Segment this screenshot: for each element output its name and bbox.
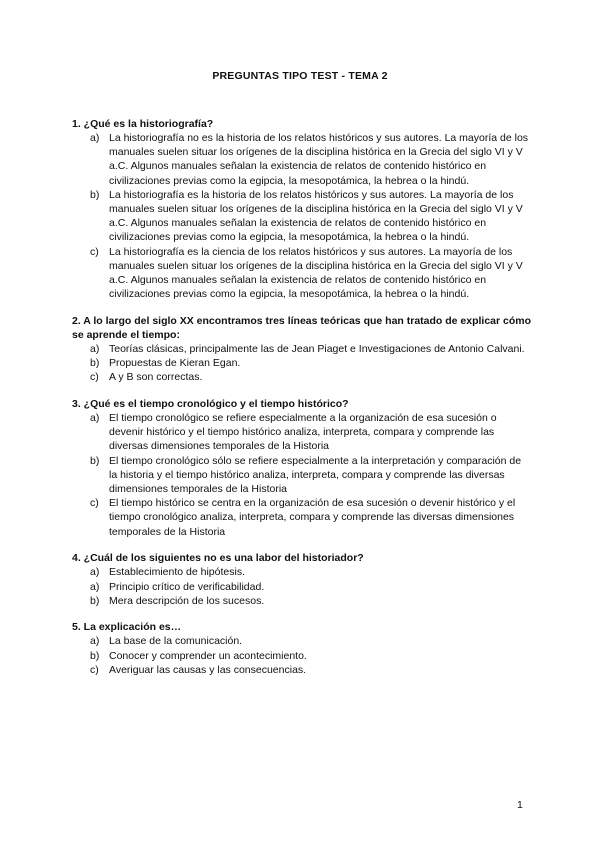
option-text: El tiempo cronológico sólo se refiere especialmente a la interpretación y comparación de la historia y el tiempo histórico analiza, interpreta, compara y comprende las diversas dimensiones temporales de la Historia [109,454,522,496]
question-3 [72,397,532,539]
page-title: PREGUNTAS TIPO TEST - TEMA 2 [212,70,388,82]
option-item [72,565,532,579]
option-letter: a) [90,566,100,579]
option-letter: a) [90,412,100,425]
option-text: Conocer y comprender un acontecimiento. [109,649,307,662]
option-letter: b) [90,454,100,467]
option-list [72,342,532,385]
option-letter: c) [90,371,99,384]
question-title: 4. ¿Cuál de los siguientes no es una labor del historiador? [72,552,364,565]
option-item [72,454,532,497]
option-item [72,245,532,302]
option-text: El tiempo cronológico se refiere especialmente a la organización de esa sucesión o devenir histórico y el tiempo histórico analiza, interpreta, compara y comprende las diversas dimensiones temporales de la Historia [109,412,497,453]
option-letter: b) [90,188,100,201]
option-list [72,634,532,677]
option-text: Mera descripción de los sucesos. [109,594,265,607]
option-item [72,188,532,245]
question-list [72,117,532,690]
option-letter: a) [90,132,100,144]
option-item [72,634,532,648]
option-list [72,565,532,608]
option-letter: c) [90,497,99,510]
question-1 [72,117,532,301]
option-list [72,411,532,539]
question-title: 3. ¿Qué es el tiempo cronológico y el tiempo histórico? [72,398,349,411]
question-title: 5. La explicación es… [72,621,182,634]
option-letter: a) [90,635,100,648]
option-text: Propuestas de Kieran Egan. [109,357,241,370]
option-letter: a) [90,580,100,593]
option-item [72,594,532,608]
option-letter: b) [90,649,100,662]
option-letter: b) [90,357,100,370]
option-item [72,370,532,384]
option-text: Averiguar las causas y las consecuencias. [109,663,307,676]
question-5 [72,620,532,677]
option-item [72,663,532,677]
option-text: Teorías clásicas, principalmente las de Jean Piaget e Investigaciones de Antonio Calvani. [109,342,525,355]
question-title: 1. ¿Qué es la historiografía? [72,118,214,130]
option-text: La historiografía es la ciencia de los relatos históricos y sus autores. La mayoría de los manuales suelen situar los orígenes de la disciplina histórica en la Grecia del siglo VI y V a.C. Algunos manuales señalan la existencia de relatos de contenido histórico en civilizaciones previas como la egipcia, la mesopotámica, la hebrea o la hindú. [109,245,523,301]
question-title: 2. A lo largo del siglo XX encontramos tres líneas teóricas que han tratado de explicar cómo se aprende el tiempo: [72,314,532,341]
option-item [72,496,532,539]
page-number: 1 [517,799,523,811]
option-letter: a) [90,342,100,355]
option-text: La base de la comunicación. [109,635,243,648]
option-text: La historiografía es la historia de los relatos históricos y sus autores. La mayoría de los manuales suelen situar los orígenes de la disciplina histórica en la Grecia del siglo VI y V a.C. Algunos manuales señalan la existencia de relatos de contenido histórico en civilizaciones previas como la egipcia, la mesopotámica, la hebrea o la hindú. [109,188,523,244]
option-text: Principio crítico de verificabilidad. [109,580,265,593]
option-text: Establecimiento de hipótesis. [109,566,245,579]
option-text: El tiempo histórico se centra en la organización de esa sucesión o devenir histórico y el tiempo cronológico analiza, interpreta, compara y comprende las diversas dimensiones temporales de la Historia [109,497,516,538]
question-2 [72,314,532,385]
option-item [72,411,532,454]
option-item [72,649,532,663]
option-letter: c) [90,663,99,676]
option-text: La historiografía no es la historia de los relatos históricos y sus autores. La mayoría de los manuales suelen situar los orígenes de la disciplina histórica en la Grecia del siglo VI y V a.C. Algunos manuales señalan la existencia de relatos de contenido histórico en civilizaciones previas como la egipcia, la mesopotámica, la hebrea o la hindú. [109,132,529,187]
option-item [72,580,532,594]
option-item [72,131,532,188]
option-letter: b) [90,594,100,607]
option-item [72,342,532,356]
question-4 [72,551,532,608]
option-list [72,131,532,301]
option-letter: c) [90,245,99,258]
option-item [72,356,532,370]
option-text: A y B son correctas. [109,371,203,384]
